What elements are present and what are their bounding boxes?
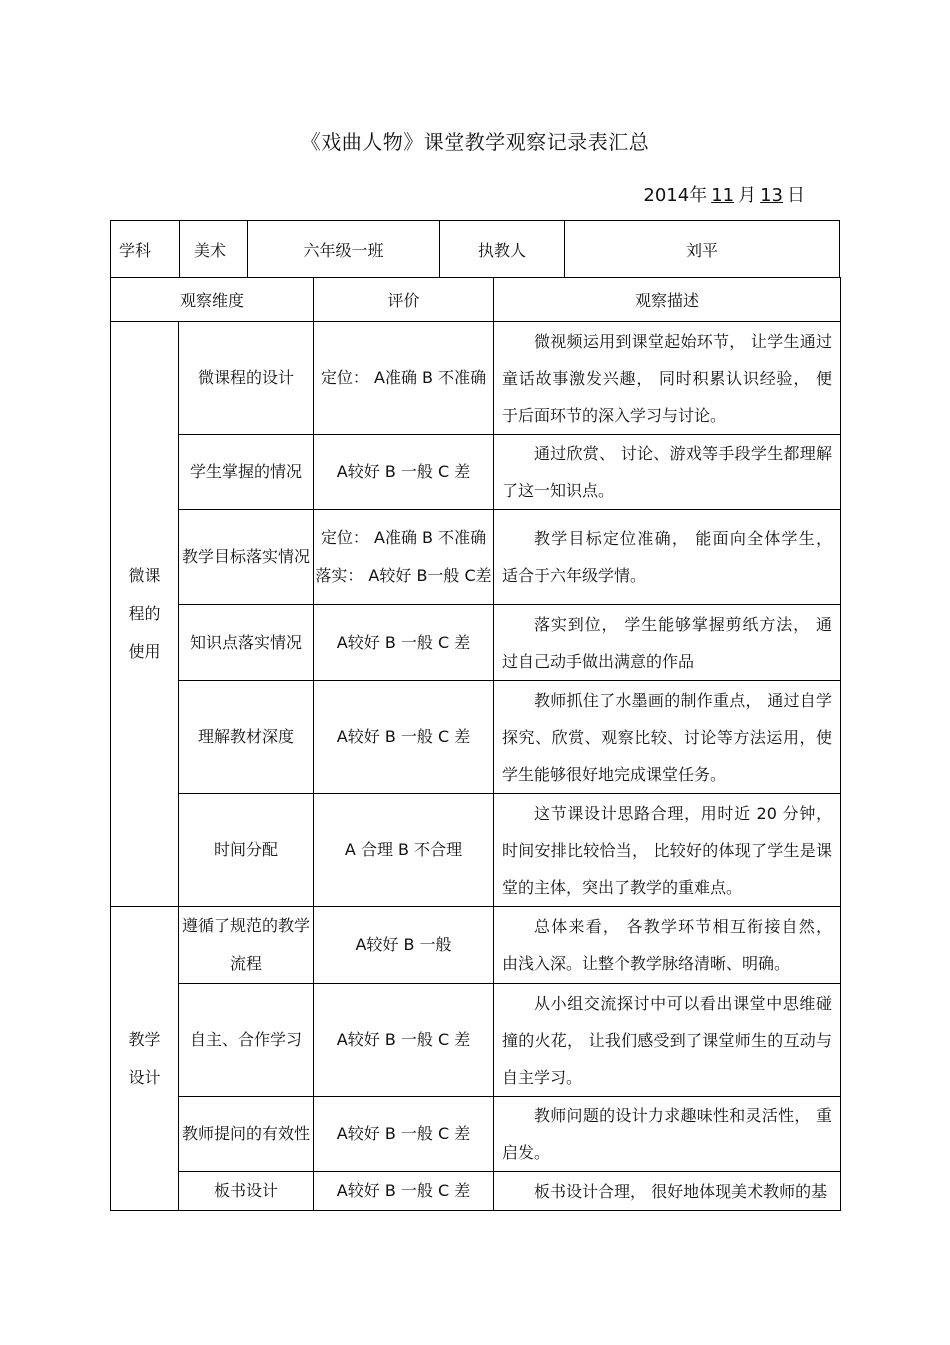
category-cell [111,322,179,907]
subject-label: 学科 [111,221,180,277]
evaluation-line: 落实： A较好 B一般 C差 [315,566,492,585]
description-text: 教学目标定位准确， 能面向全体学生， 适合于六年级学情。 [502,529,833,585]
evaluation-cell: A较好 B 一般 C 差 [314,605,494,681]
dimension-cell: 自主、合作学习 [179,984,314,1097]
description-cell [494,322,841,435]
description-text: 从小组交流探讨中可以看出课堂中思维碰撞的火花， 让我们感受到了课堂师生的互动与自主学习。 [502,993,833,1087]
category-cell [111,907,179,1211]
date-month-suffix: 月 [738,185,757,206]
table-row [111,907,841,984]
dimension-cell: 板书设计 [179,1172,314,1211]
date-year: 2014 [643,185,690,206]
dimension-cell: 遵循了规范的教学流程 [179,907,314,984]
date-month: 11 [711,185,735,206]
description-cell [494,681,841,794]
dimension-cell: 时间分配 [179,794,314,907]
page-title: 《戏曲人物》课堂教学观察记录表汇总 [300,130,650,154]
description-text: 板书设计合理， 很好地体现美术教师的基 [534,1181,828,1201]
description-text: 教师抓住了水墨画的制作重点， 通过自学探究、欣赏、观察比较、讨论等方法运用，使学生能够很好地完成课堂任务。 [502,690,833,784]
description-cell [494,605,841,681]
dimension-cell: 知识点落实情况 [179,605,314,681]
evaluation-cell: 定位： A准确 B 不准确 [314,322,494,435]
class-value: 六年级一班 [248,221,440,277]
description-text: 落实到位， 学生能够掌握剪纸方法， 通过自己动手做出满意的作品 [502,614,833,671]
category-label: 教学设计 [128,1029,161,1087]
evaluation-cell: A较好 B 一般 C 差 [314,984,494,1097]
evaluation-cell: A较好 B 一般 [314,907,494,984]
dimension-cell: 教师提问的有效性 [179,1097,314,1172]
column-evaluation: 评价 [314,278,494,322]
teacher-value: 刘平 [685,240,718,260]
table-row [111,510,841,605]
table-row [111,1097,841,1172]
evaluation-cell: A较好 B 一般 C 差 [314,435,494,510]
evaluation-cell: A 合理 B 不合理 [314,794,494,907]
subject-value: 美术 [180,221,248,277]
dimension-cell: 微课程的设计 [179,322,314,435]
description-cell [494,1172,841,1211]
description-text: 微视频运用到课堂起始环节， 让学生通过童话故事激发兴趣， 同时积累认识经验， 便于后面环节的深入学习与讨论。 [502,331,833,425]
description-cell [494,794,841,907]
date-year-suffix: 年 [689,185,708,206]
description-cell [494,984,841,1097]
table-row [111,794,841,907]
dimension-cell: 学生掌握的情况 [179,435,314,510]
date-day-suffix: 日 [787,185,805,206]
date-day: 13 [760,185,783,206]
category-label: 微课程的使用 [128,566,161,661]
table-row [111,1172,841,1211]
table-row [111,605,841,681]
description-cell [494,907,841,984]
column-dimension: 观察维度 [111,278,314,322]
evaluation-cell [314,510,494,605]
observation-table [110,277,841,1211]
teacher-label: 执教人 [440,221,565,277]
info-header-row [110,220,840,278]
description-text: 教师问题的设计力求趣味性和灵活性， 重启发。 [502,1106,833,1162]
evaluation-cell: A较好 B 一般 C 差 [314,1172,494,1211]
dimension-cell: 教学目标落实情况 [179,510,314,605]
column-header-row [111,278,841,322]
description-cell [494,435,841,510]
dimension-cell: 理解教材深度 [179,681,314,794]
description-text: 通过欣赏、 讨论、游戏等手段学生都理解了这一知识点。 [502,444,833,500]
column-description: 观察描述 [494,278,841,322]
table-row [111,984,841,1097]
evaluation-line: 定位： A准确 B 不准确 [320,528,487,547]
description-cell [494,510,841,605]
table-row [111,322,841,435]
table-row [111,435,841,510]
evaluation-cell: A较好 B 一般 C 差 [314,1097,494,1172]
table-row [111,681,841,794]
evaluation-cell: A较好 B 一般 C 差 [314,681,494,794]
description-cell [494,1097,841,1172]
description-text: 这节课设计思路合理，用时近 20 分钟，时间安排比较恰当， 比较好的体现了学生是课堂的主体，突出了教学的重难点。 [502,803,833,897]
date-line [643,181,805,207]
description-text: 总体来看， 各教学环节相互衔接自然， 由浅入深。让整个教学脉络清晰、明确。 [502,917,833,973]
